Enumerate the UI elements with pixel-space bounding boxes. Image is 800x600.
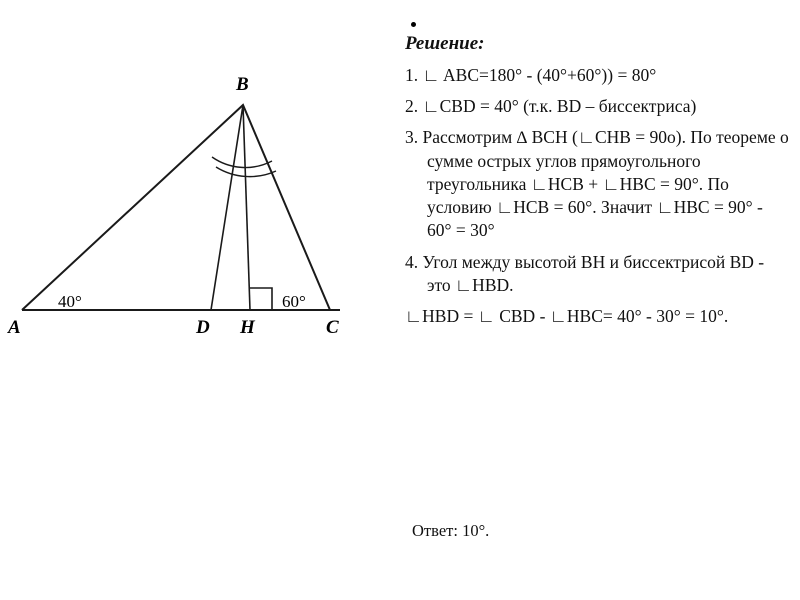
vertex-label-b: B [236, 74, 249, 95]
solution-pane [405, 34, 790, 579]
vertex-label-c: C [326, 317, 339, 338]
solution-step-4: 4. Угол между высотой BH и биссектрисой BD - это ∟HBD. [405, 251, 765, 296]
angle-label-a: 40° [58, 292, 82, 311]
angle-arc-1-icon [212, 157, 272, 168]
vertex-label-h: H [240, 317, 255, 338]
angle-label-c: 60° [282, 292, 306, 311]
bullet-dot-icon [411, 22, 416, 27]
altitude-bh [243, 105, 250, 310]
vertex-label-a: A [8, 317, 21, 338]
bisector-bd [211, 105, 243, 310]
solution-step-2: 2. ∟CBD = 40° (т.к. BD – биссектриса) [405, 96, 697, 117]
solution-step-1: 1. ∟ ABC=180° - (40°+60°)) = 80° [405, 64, 657, 85]
solution-title: Решение: [405, 33, 485, 54]
solution-answer: Ответ: 10°. [412, 520, 490, 540]
triangle-abc-outline [22, 105, 330, 310]
vertex-label-d: D [196, 317, 210, 338]
geometry-figure [0, 30, 400, 350]
solution-step-5: ∟HBD = ∟ CBD - ∟HBC= 40° - 30° = 10°. [405, 306, 729, 327]
triangle-diagram [0, 30, 400, 350]
solution-step-3: 3. Рассмотрим ∆ BCH (∟CHB = 90о). По теореме о сумме острых углов прямоугольного треугольника ∟HCB + ∟HBC = 90°. По условию ∟HCB = 60°. Значит ∟HBC = 90° - 60° = 30° [405, 127, 789, 241]
right-angle-mark-icon [250, 288, 272, 310]
